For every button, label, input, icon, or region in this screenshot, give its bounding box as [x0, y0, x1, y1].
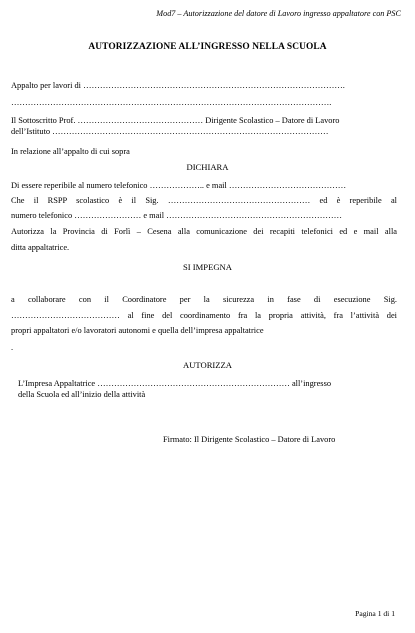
dichiara-heading: DICHIARA: [186, 162, 229, 172]
page-header: Mod7 – Autorizzazione del datore di Lavoro ingresso appaltatore con PSC: [156, 9, 401, 18]
document-title: AUTORIZZAZIONE ALL’INGRESSO NELLA SCUOLA: [88, 42, 327, 52]
signature-line: Firmato: Il Dirigente Scolastico – Datore di Lavoro: [163, 435, 336, 444]
rspp-line-2: numero telefonico …………………… e mail ………………………………………………………: [11, 211, 343, 220]
si-impegna-heading: SI IMPEGNA: [183, 262, 232, 272]
autorizza-provincia-line-1: Autorizza la Provincia di Forlì – Cesena alla comunicazione dei recapiti telefonici ed e mail alla: [11, 227, 397, 236]
rspp-line-1: Che il RSPP scolastico è il Sig. …………………………………………… ed è reperibile al: [11, 196, 397, 205]
appalto-line-2: …………………………………………………………………………………………………….: [11, 98, 332, 107]
relazione-text: In relazione all’appalto di cui sopra: [11, 147, 130, 156]
impegno-line-2: ………………………………… al fine del coordinamento fra la propria attività, fra l’attività dei: [11, 311, 397, 320]
impegno-line-1: a collaborare con il Coordinatore per la sicurezza in fase di esecuzione Sig.: [11, 295, 397, 304]
sottoscritto-line-2: dell’Istituto ………………………………………………………………………………………: [11, 127, 329, 136]
impegno-line-3: propri appaltatori e/o lavoratori autonomi e quella dell’impresa appaltatrice: [11, 326, 264, 335]
page-number: Pagina 1 di 1: [355, 609, 395, 618]
impresa-line-1: L’Impresa Appaltatrice …………………………………………………………… all’ingresso: [18, 379, 332, 388]
appalto-line-1: Appalto per lavori di ………………………………………………………………………………….: [11, 81, 345, 90]
impegno-dot: .: [11, 343, 14, 352]
reperibile-line: Di essere reperibile al numero telefonico ……………….. e mail ……………………………………: [11, 181, 347, 190]
impresa-line-2: della Scuola ed all’inizio della attività: [18, 390, 146, 399]
autorizza-heading: AUTORIZZA: [182, 360, 232, 370]
autorizza-provincia-line-2: ditta appaltatrice.: [11, 243, 70, 252]
sottoscritto-line-1: Il Sottoscritto Prof. ……………………………………… Dirigente Scolastico – Datore di Lavoro: [11, 116, 340, 125]
